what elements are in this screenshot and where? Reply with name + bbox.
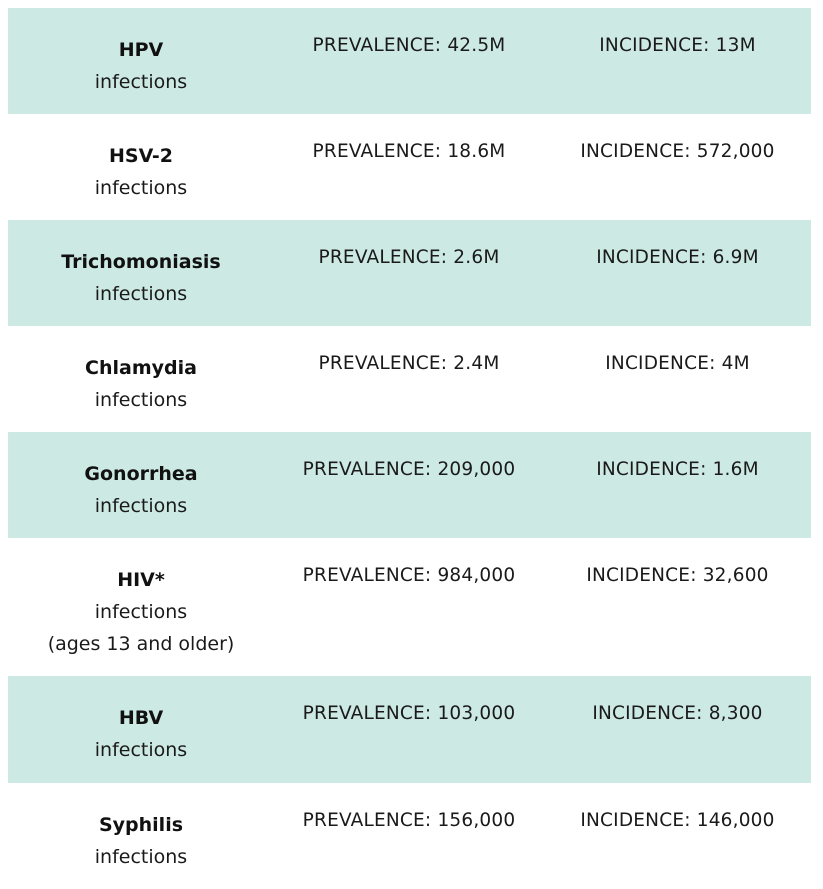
infection-label: infections bbox=[94, 495, 188, 517]
prevalence-value: PREVALENCE: 103,000 bbox=[302, 703, 516, 724]
infection-label: infections bbox=[94, 389, 188, 411]
infection-label: infections bbox=[94, 601, 188, 623]
infection-name-cell bbox=[8, 809, 274, 889]
incidence-value: INCIDENCE: 8,300 bbox=[592, 703, 763, 724]
infection-label: infections bbox=[94, 71, 188, 93]
infection-label: infections bbox=[94, 283, 188, 305]
incidence-value: INCIDENCE: 4M bbox=[605, 353, 750, 374]
infection-name: Syphilis bbox=[98, 814, 184, 836]
infection-name: HBV bbox=[118, 707, 164, 729]
incidence-value: INCIDENCE: 32,600 bbox=[586, 565, 769, 586]
table-row-trichomoniasis bbox=[8, 220, 811, 326]
infection-name-cell bbox=[8, 352, 274, 432]
infection-label: infections bbox=[94, 177, 188, 199]
prevalence-value: PREVALENCE: 156,000 bbox=[302, 810, 516, 831]
prevalence-value: PREVALENCE: 42.5M bbox=[312, 35, 506, 56]
table-row-chlamydia bbox=[8, 326, 811, 432]
sti-statistics-table bbox=[8, 8, 811, 889]
prevalence-value: PREVALENCE: 18.6M bbox=[312, 141, 506, 162]
incidence-value: INCIDENCE: 572,000 bbox=[580, 141, 775, 162]
prevalence-value: PREVALENCE: 209,000 bbox=[302, 459, 516, 480]
incidence-value: INCIDENCE: 13M bbox=[599, 35, 756, 56]
incidence-value: INCIDENCE: 146,000 bbox=[580, 810, 775, 831]
table-row-hbv bbox=[8, 676, 811, 783]
infection-name: Gonorrhea bbox=[84, 463, 198, 485]
infection-name-cell bbox=[8, 702, 274, 783]
table-row-hpv bbox=[8, 8, 811, 114]
infection-name: HSV-2 bbox=[108, 145, 173, 167]
prevalence-value: PREVALENCE: 984,000 bbox=[302, 565, 516, 586]
infection-name: HPV bbox=[118, 39, 164, 61]
incidence-value: INCIDENCE: 1.6M bbox=[596, 459, 759, 480]
table-row-hiv bbox=[8, 538, 811, 676]
infection-name-cell bbox=[8, 246, 274, 326]
prevalence-value: PREVALENCE: 2.4M bbox=[318, 353, 500, 374]
infection-name-cell bbox=[8, 458, 274, 538]
infection-name-cell bbox=[8, 140, 274, 220]
infection-name: Chlamydia bbox=[85, 357, 197, 379]
table-row-gonorrhea bbox=[8, 432, 811, 538]
infection-label: infections bbox=[94, 846, 188, 868]
infection-name-cell bbox=[8, 34, 274, 114]
table-row-hsv-2 bbox=[8, 114, 811, 220]
infection-age-note: (ages 13 and older) bbox=[47, 633, 235, 655]
infection-label: infections bbox=[94, 739, 188, 761]
infection-name: HIV* bbox=[117, 569, 165, 591]
prevalence-value: PREVALENCE: 2.6M bbox=[318, 247, 500, 268]
table-row-syphilis bbox=[8, 783, 811, 889]
infection-name: Trichomoniasis bbox=[61, 251, 221, 273]
incidence-value: INCIDENCE: 6.9M bbox=[596, 247, 759, 268]
infection-name-cell bbox=[8, 564, 274, 676]
